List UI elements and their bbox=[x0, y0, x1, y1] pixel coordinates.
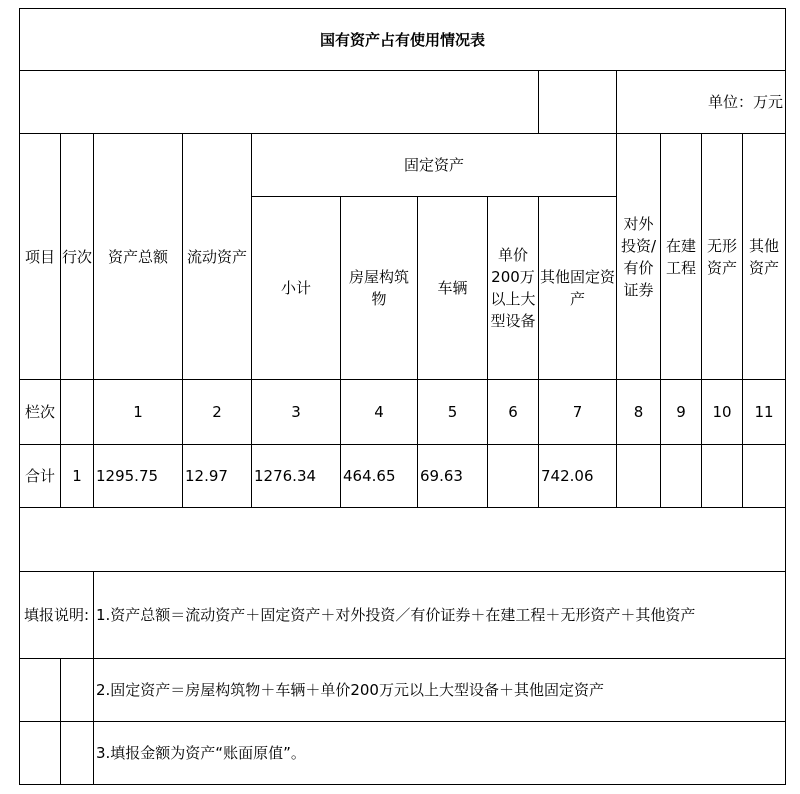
header-intangible: 无形资产 bbox=[702, 134, 743, 380]
total-value-vehicles: 69.63 bbox=[418, 445, 488, 508]
notes-label: 填报说明: bbox=[20, 572, 94, 659]
column-number: 4 bbox=[341, 380, 418, 445]
header-item: 项目 bbox=[20, 134, 61, 380]
total-value-large-equipment bbox=[488, 445, 539, 508]
total-value-total: 1295.75 bbox=[94, 445, 183, 508]
header-row-no: 行次 bbox=[61, 134, 94, 380]
column-number: 8 bbox=[617, 380, 661, 445]
notes-blank bbox=[20, 722, 61, 785]
header-total: 资产总额 bbox=[94, 134, 183, 380]
total-value-construction bbox=[661, 445, 702, 508]
table-title: 国有资产占有使用情况表 bbox=[20, 9, 786, 71]
blank-row bbox=[20, 508, 786, 572]
header-subtotal: 小计 bbox=[252, 197, 341, 380]
header-investment: 对外投资/有价证券 bbox=[617, 134, 661, 380]
total-row-no: 1 bbox=[61, 445, 94, 508]
note-item: 1.资产总额＝流动资产＋固定资产＋对外投资／有价证券＋在建工程＋无形资产＋其他资产 bbox=[94, 572, 786, 659]
column-number-blank bbox=[61, 380, 94, 445]
total-value-subtotal: 1276.34 bbox=[252, 445, 341, 508]
notes-blank bbox=[20, 659, 61, 722]
column-number: 7 bbox=[539, 380, 617, 445]
header-vehicles: 车辆 bbox=[418, 197, 488, 380]
total-value-current: 12.97 bbox=[183, 445, 252, 508]
header-other-fixed: 其他固定资产 bbox=[539, 197, 617, 380]
total-value-investment bbox=[617, 445, 661, 508]
header-current: 流动资产 bbox=[183, 134, 252, 380]
unit-row-blank-2 bbox=[539, 71, 617, 134]
column-number-label: 栏次 bbox=[20, 380, 61, 445]
column-number-row bbox=[20, 380, 786, 445]
total-row-label: 合计 bbox=[20, 445, 61, 508]
total-row bbox=[20, 445, 786, 508]
asset-table bbox=[19, 8, 786, 785]
header-construction: 在建工程 bbox=[661, 134, 702, 380]
column-number: 9 bbox=[661, 380, 702, 445]
header-other-assets: 其他资产 bbox=[743, 134, 786, 380]
column-number: 2 bbox=[183, 380, 252, 445]
unit-label: 单位：万元 bbox=[617, 71, 786, 134]
column-number: 5 bbox=[418, 380, 488, 445]
header-buildings: 房屋构筑物 bbox=[341, 197, 418, 380]
column-number: 3 bbox=[252, 380, 341, 445]
column-number: 6 bbox=[488, 380, 539, 445]
header-fixed-group: 固定资产 bbox=[252, 134, 617, 197]
column-number: 1 bbox=[94, 380, 183, 445]
notes-blank bbox=[61, 722, 94, 785]
total-value-buildings: 464.65 bbox=[341, 445, 418, 508]
note-item: 2.固定资产＝房屋构筑物＋车辆＋单价200万元以上大型设备＋其他固定资产 bbox=[94, 659, 786, 722]
header-large-equipment: 单价200万以上大型设备 bbox=[488, 197, 539, 380]
total-value-other-assets bbox=[743, 445, 786, 508]
note-item: 3.填报金额为资产“账面原值”。 bbox=[94, 722, 786, 785]
notes-blank bbox=[61, 659, 94, 722]
unit-row-blank bbox=[20, 71, 539, 134]
total-value-other-fixed: 742.06 bbox=[539, 445, 617, 508]
column-number: 11 bbox=[743, 380, 786, 445]
total-value-intangible bbox=[702, 445, 743, 508]
column-number: 10 bbox=[702, 380, 743, 445]
